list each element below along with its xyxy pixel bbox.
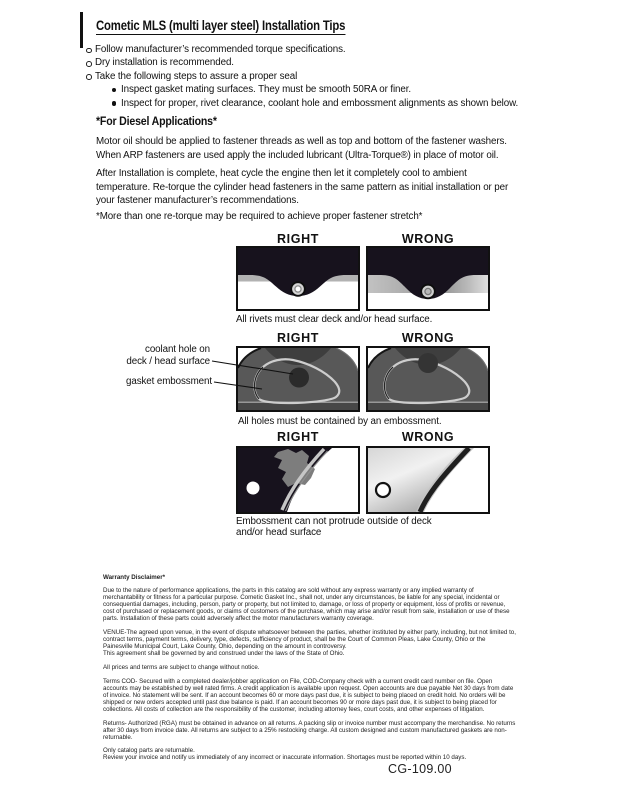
diagram-label-wrong: WRONG [401,232,455,246]
warranty-disclaimer-block [103,574,516,768]
rivet-diagram-wrong-panel [366,246,490,311]
embossment-wrong-diagram-icon [368,448,488,512]
governing-law-line: This agreement shall be governed by and construed under the laws of the State of Ohio. [103,650,345,658]
sub-list-item: Inspect gasket mating surfaces. They must be smooth 50RA or finer. [112,83,556,96]
coolant-hole [418,353,438,373]
holes-caption: All holes must be contained by an embossment. [238,416,442,427]
venue-paragraph: VENUE-The agreed upon venue, in the event of dispute whatsoever between the parties, whether instituted by either party, including, but not limited to, contract terms, payment terms, delivery, type, defects, sufficiency of product, shall be the Court of Common Pleas, Lake County, Ohio or the Painesville Municipal Court, Lake County, Ohio, depending on the amount in controversy. [103,629,516,651]
embossment-caption: Embossment can not protrude outside of deck and/or head surface [236,516,432,539]
embossment-diagram-right-panel [236,446,360,514]
embossment-right-diagram-icon [238,448,358,512]
bolt-hole [376,483,390,497]
holes-diagram-wrong-panel [366,346,490,412]
returnable-line: Only catalog parts are returnable. [103,747,195,755]
paragraph-motor-oil: Motor oil should be applied to fastener threads as well as top and bottom of the fastener washers. When ARP fasteners are used apply the included lubricant (Ultra-Torque®) in place of motor oil. [96,136,507,161]
page-number: CG-109.00 [388,762,452,776]
installation-tips-list [86,43,556,110]
warranty-heading: Warranty Disclaimer* [103,574,166,581]
rivet-right-diagram-icon [238,248,358,309]
review-line: Review your invoice and notify us immediately of any incorrect or inaccurate information. Shortages must be reported within 10 days. [103,754,467,762]
coolant-hole-label: coolant hole on deck / head surface [126,344,210,367]
holes-wrong-diagram-icon [368,348,488,410]
coolant-leader-line [212,361,293,374]
rivet-center [295,286,301,292]
sub-list-item: Inspect for proper, rivet clearance, coolant hole and embossment alignments as shown below. [112,97,556,110]
retorque-note: *More than one re-torque may be required to achieve proper fastener stretch* [96,211,423,222]
diagram-label-right: RIGHT [277,430,319,444]
diagram-label-wrong: WRONG [401,331,455,345]
rivet-diagram-right-panel [236,246,360,311]
returns-paragraph: Returns- Authorized (RGA) must be obtained in advance on all returns. A packing slip or invoice number must accompany the merchandise. No returns after 30 days from invoice date. All returns are subject to a 25% restocking charge. All custom designed and custom manufactured gaskets are non-returnable. [103,719,516,741]
paragraph-heat-cycle: After Installation is complete, heat cycle the engine then let it completely cool to ambient temperature. Re-torque the cylinder head fasteners in the same pattern as initial installation or per your fastener manufacturer’s recommendations. [96,168,509,207]
list-item: Dry installation is recommended. [86,56,556,69]
diesel-section-heading: *For Diesel Applications* [96,116,217,128]
diagram-label-wrong: WRONG [401,430,455,444]
diagram-label-right: RIGHT [277,331,319,345]
margin-tick-mark [80,12,83,48]
prices-line: All prices and terms are subject to change without notice. [103,663,260,671]
bolt-hole [247,482,260,495]
diagram-label-right: RIGHT [277,232,319,246]
page-title: Cometic MLS (multi layer steel) Installation Tips [96,18,346,33]
embossment-diagram-wrong-panel [366,446,490,514]
embossment-leader-line [214,382,262,389]
rivet-center [425,288,431,294]
warranty-paragraph: Due to the nature of performance applications, the parts in this catalog are sold without any express warranty or any implied warranty of merchantability or fitness for a particular purpose. Cometic Gasket Inc., shall not, under any circumstances, be liable for any special, incidental or consequential damages, including, person, party or property, but not limited to, damage, or loss of property or equipment, loss of profits or revenue, cost of purchased or replacement goods, or claims of customers of the purchase, which may arise and/or result from sale, installation or use of these parts. Installation of these parts could adversely affect the motor manufacturers warranty coverage. [103,587,510,623]
rivet-caption: All rivets must clear deck and/or head surface. [236,314,433,325]
gasket-embossment-label: gasket embossment [126,376,212,387]
terms-paragraph: Terms COD- Secured with a completed dealer/jobber application on File, COD-Company check with a current credit card number on file. Open accounts may be established by well rated firms. A credit application is available upon request. Open accounts are due payable Net 30 days from date of invoice. No statement will be sent. If an account becomes 60 or more days past due, it is subject to being placed on credit hold. No orders will be shipped or new orders accepted until past due balance is paid. If an account becomes 90 or more days past due, it is subject to being placed for collections. All costs of collection are the responsibility of the customer, including attorney fees, court costs, and other expenses of litigation. [103,677,514,713]
list-item: Follow manufacturer’s recommended torque specifications. [86,43,556,56]
list-item: Take the following steps to assure a proper seal [86,70,556,83]
rivet-wrong-diagram-icon [368,248,488,309]
leader-lines [205,350,305,395]
